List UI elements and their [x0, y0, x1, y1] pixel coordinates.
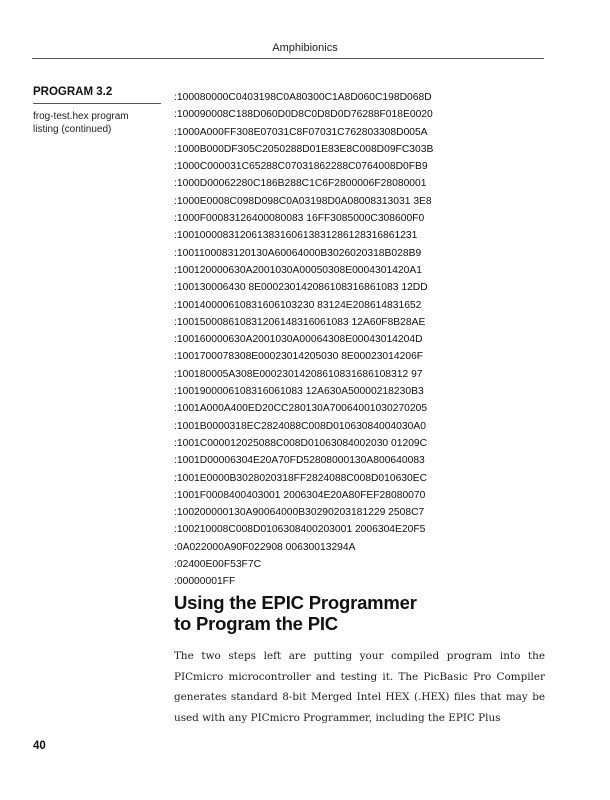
hex-listing [174, 89, 554, 591]
hex-line: :100210008C008D0106308400203001 2006304E20F5 [174, 524, 426, 536]
hex-line: :1001700078308E00023014205030 8E00023014206F [174, 351, 424, 363]
hex-line: :1000B000DF305C2050288D01E83E8C008D09FC303B [174, 143, 434, 155]
hex-line: :1001C000012025088C008D01063084002030 01209C [174, 437, 428, 449]
hex-line: :1001E0000B3028020318FF2824088C008D010630EC [174, 472, 428, 484]
program-caption: frog-test.hex program listing (continued) [33, 111, 129, 135]
body-paragraph: The two steps left are putting your compiled program into the PICmicro microcontroller and testing it. The PicBasic Pro Compiler generates standard 8-bit Merged Intel HEX (.HEX) files that may be used with any PICmicro Programmer, including the EPIC Plus [174, 650, 545, 725]
hex-line: :1001100083120130A60064000B3026020318B028B9 [174, 247, 422, 259]
hex-line: :100140000610831606103230 83124E208614831652 [174, 299, 422, 311]
header-rule [32, 58, 544, 59]
program-label: PROGRAM 3.2 [33, 86, 161, 104]
hex-line: :100130006430 8E000230142086108316861083 12DD [174, 282, 428, 294]
hex-line: :1001A000A400ED20CC280130A70064001030270205 [174, 403, 428, 415]
hex-line: :1000E0008C098D098C0A03198D0A08008313031 3E8 [174, 195, 432, 207]
hex-line: :1001D00006304E20A70FD52808000130A800640083 [174, 455, 425, 467]
running-header: Amphibionics [272, 42, 338, 54]
hex-line: :0A022000A90F022908 00630013294A [174, 541, 356, 553]
hex-line: :100120000630A2001030A00050308E0004301420A1 [174, 264, 422, 276]
hex-line: :00000001FF [174, 576, 236, 588]
hex-line: :100150008610831206148316061083 12A60F8B28AE [174, 316, 426, 328]
hex-line: :100080000C0403198C0A80300C1A8D060C198D068D [174, 92, 432, 103]
hex-line: :02400E00F53F7C [174, 559, 262, 571]
hex-line: :100100008312061383160613831286128316861231 [174, 230, 418, 242]
section-heading [174, 592, 554, 634]
hex-line: :100200000130A90064000B30290203181229 2508C7 [174, 507, 425, 519]
section-heading-line-2: to Program the PIC [174, 613, 338, 634]
hex-line: :1001900006108316061083 12A630A50000218230B3 [174, 386, 424, 398]
hex-line: :100090008C188D060D0D8C0D8D0D76288F018E0020 [174, 109, 433, 121]
page-number: 40 [33, 740, 46, 752]
hex-line: :1001F0008400403001 2006304E20A80FEF28080070 [174, 489, 426, 501]
hex-line: :100180005A308E00023014208610831686108312 97 [174, 368, 423, 380]
hex-line: :1001B0000318EC2824088C008D01063084004030A0 [174, 420, 426, 432]
section-heading-line-1: Using the EPIC Programmer [174, 592, 417, 613]
hex-line: :1000A000FF308E07031C8F07031C762803308D005A [174, 126, 428, 138]
hex-line: :1000C000031C65288C07031862288C0764008D0FB9 [174, 161, 428, 173]
hex-line: :1000F00083126400080083 16FF3085000C308600F0 [174, 213, 425, 225]
hex-line: :1000D00062280C186B288C1C6F2800006F28080001 [174, 178, 427, 190]
hex-line: :100160000630A2001030A00064308E00043014204D [174, 334, 423, 346]
program-sidebar [33, 86, 161, 136]
